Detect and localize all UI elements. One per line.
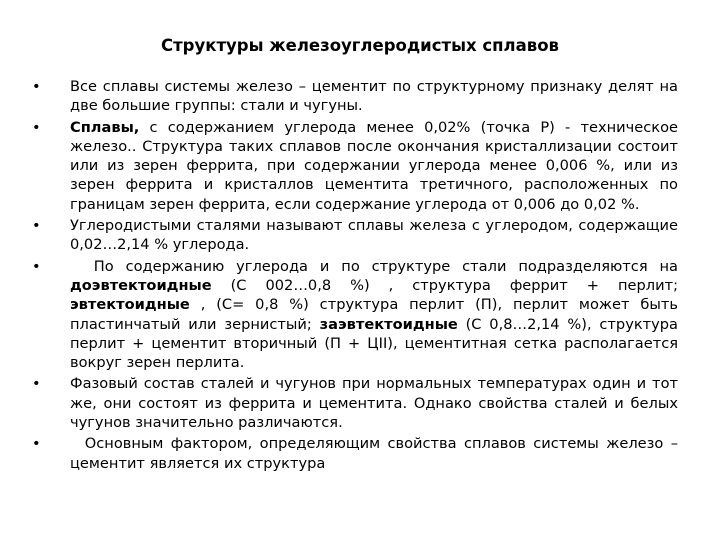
bullet-text: Все сплавы системы железо – цементит по структурному признаку делят на две большие группы: стали и чугуны. bbox=[70, 78, 678, 115]
bullet-item bbox=[26, 118, 678, 214]
bullet-list bbox=[26, 77, 683, 475]
bullet-bold-term: заэвтектоидные bbox=[319, 315, 458, 333]
bullet-item bbox=[26, 216, 678, 255]
bullet-dot-icon: • bbox=[32, 375, 41, 393]
bullet-text: , (С= 0,8 %) структура перлит (П), перлит может быть пластинчатый или зернистый; bbox=[70, 296, 678, 333]
bullet-dot-icon: • bbox=[32, 78, 41, 95]
slide-title: Структуры железоуглеродистых сплавов bbox=[161, 36, 559, 55]
bullet-item bbox=[26, 257, 683, 373]
bullet-bold-term: доэвтектоидные bbox=[70, 276, 212, 294]
bullet-dot-icon: • bbox=[32, 118, 41, 136]
bullet-text: Углеродистыми сталями называют сплавы железа с углеродом, содержащие 0,02…2,14 % углерода. bbox=[70, 217, 678, 254]
bullet-item bbox=[26, 374, 678, 432]
bullet-bold-term: Сплавы, bbox=[70, 118, 140, 136]
bullet-text: (С 002…0,8 %) , структура феррит + перлит; bbox=[211, 276, 678, 294]
bullet-text: (С 0,8…2,14 %), структура перлит + цементит вторичный (П + ЦII), цементитная сетка располагается вокруг зерен перлита. bbox=[70, 315, 678, 372]
bullet-dot-icon: • bbox=[32, 217, 41, 235]
bullet-bold-term: эвтектоидные bbox=[70, 296, 190, 314]
bullet-text: с содержанием углерода менее 0,02% (точка Р) - техническое железо.. Структура таких сплавов после окончания кристаллизации состоит или из зерен феррита, при содержании углерода менее 0,006 %, или из зерен феррита и кристаллов цементита третичного, расположенных по границам зерен феррита, если содержание углерода от 0,006 до 0,02 %. bbox=[70, 118, 678, 213]
bullet-dot-icon: • bbox=[32, 257, 41, 275]
bullet-item bbox=[26, 434, 683, 473]
bullet-text: Основным фактором, определяющим свойства сплавов системы железо – цементит является их структура bbox=[70, 435, 683, 472]
bullet-text: Фазовый состав сталей и чугунов при нормальных температурах один и тот же, они состоят из феррита и цементита. Однако свойства сталей и белых чугунов значительно различаются. bbox=[70, 375, 678, 432]
bullet-dot-icon: • bbox=[32, 435, 41, 453]
bullet-text: По содержанию углерода и по структуре стали подразделяются на bbox=[70, 257, 683, 275]
bullet-item bbox=[26, 77, 678, 116]
